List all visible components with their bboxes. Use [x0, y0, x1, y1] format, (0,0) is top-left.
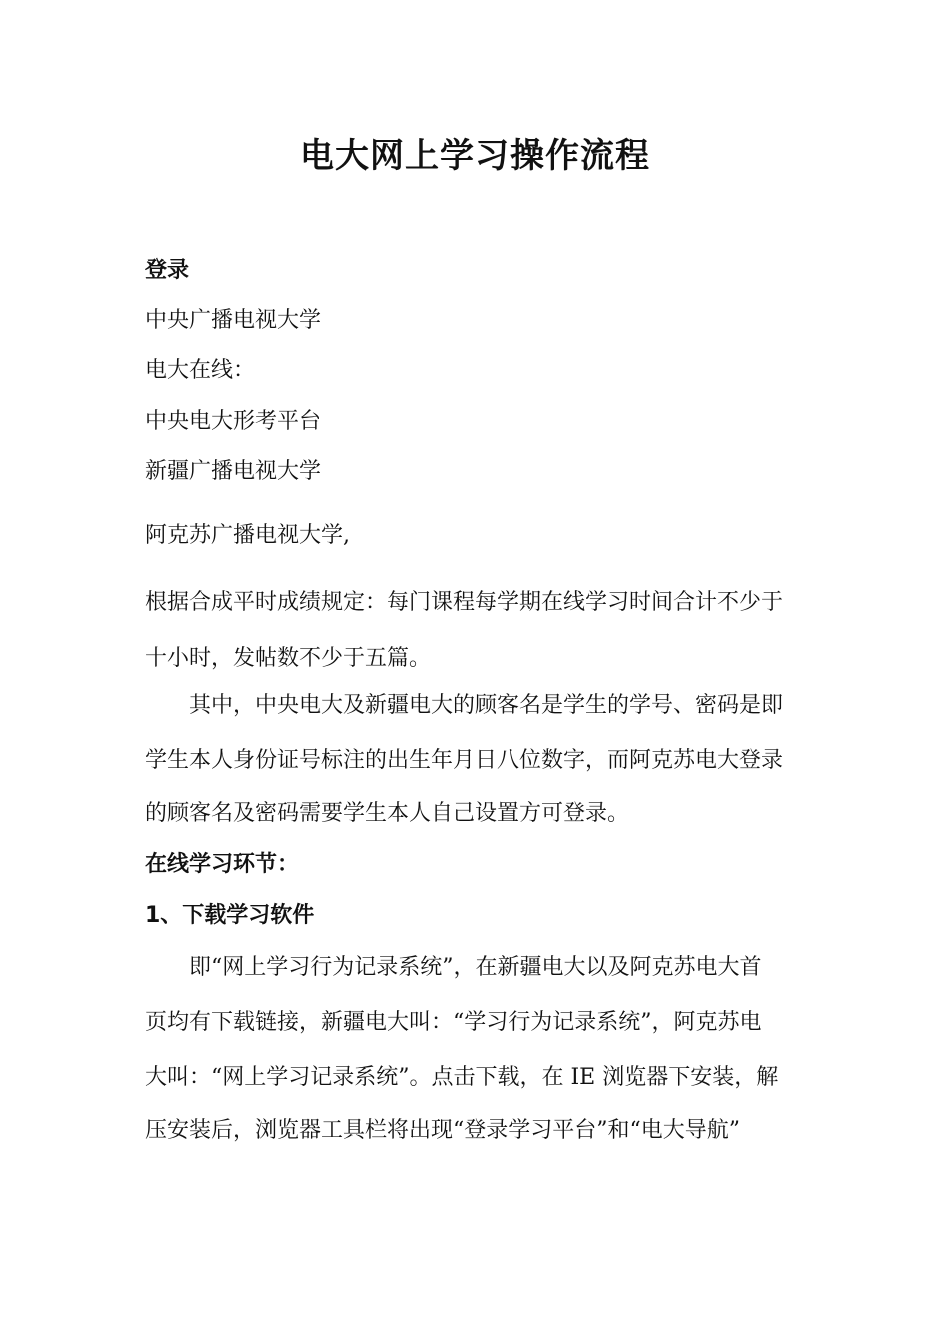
account-paragraph-line: 其中，中央电大及新疆电大的顾客名是学生的学号、密码是即: [189, 693, 784, 718]
step1-heading: 1、下载学习软件: [145, 903, 315, 928]
link-aksu-rtvu[interactable]: 阿克苏广播电视大学,: [145, 523, 350, 548]
link-formative-platform[interactable]: 中央电大形考平台: [145, 409, 322, 434]
account-paragraph-line: 的顾客名及密码需要学生本人自己设置方可登录。: [145, 801, 630, 826]
online-section-heading: 在线学习环节：: [145, 852, 300, 877]
step1-paragraph-line: 大叫：“网上学习记录系统”。点击下载，在 IE 浏览器下安装，解: [145, 1065, 779, 1090]
step1-paragraph-line: 即“网上学习行为记录系统”，在新疆电大以及阿克苏电大首: [189, 955, 762, 980]
step1-paragraph-line: 页均有下载链接，新疆电大叫：“学习行为记录系统”，阿克苏电: [145, 1010, 762, 1035]
document-title: 电大网上学习操作流程: [300, 136, 650, 176]
link-dianda-online[interactable]: 电大在线：: [145, 358, 256, 383]
login-heading: 登录: [145, 258, 190, 283]
link-xinjiang-rtvu[interactable]: 新疆广播电视大学: [145, 459, 322, 484]
account-paragraph-line: 学生本人身份证号标注的出生年月日八位数字，而阿克苏电大登录: [145, 748, 784, 773]
link-cctvu[interactable]: 中央广播电视大学: [145, 308, 322, 333]
rule-paragraph-line: 十小时，发帖数不少于五篇。: [145, 646, 432, 671]
rule-paragraph-line: 根据合成平时成绩规定：每门课程每学期在线学习时间合计不少于: [145, 590, 784, 615]
step1-paragraph-line: 压安装后，浏览器工具栏将出现“登录学习平台”和“电大导航”: [145, 1118, 740, 1143]
